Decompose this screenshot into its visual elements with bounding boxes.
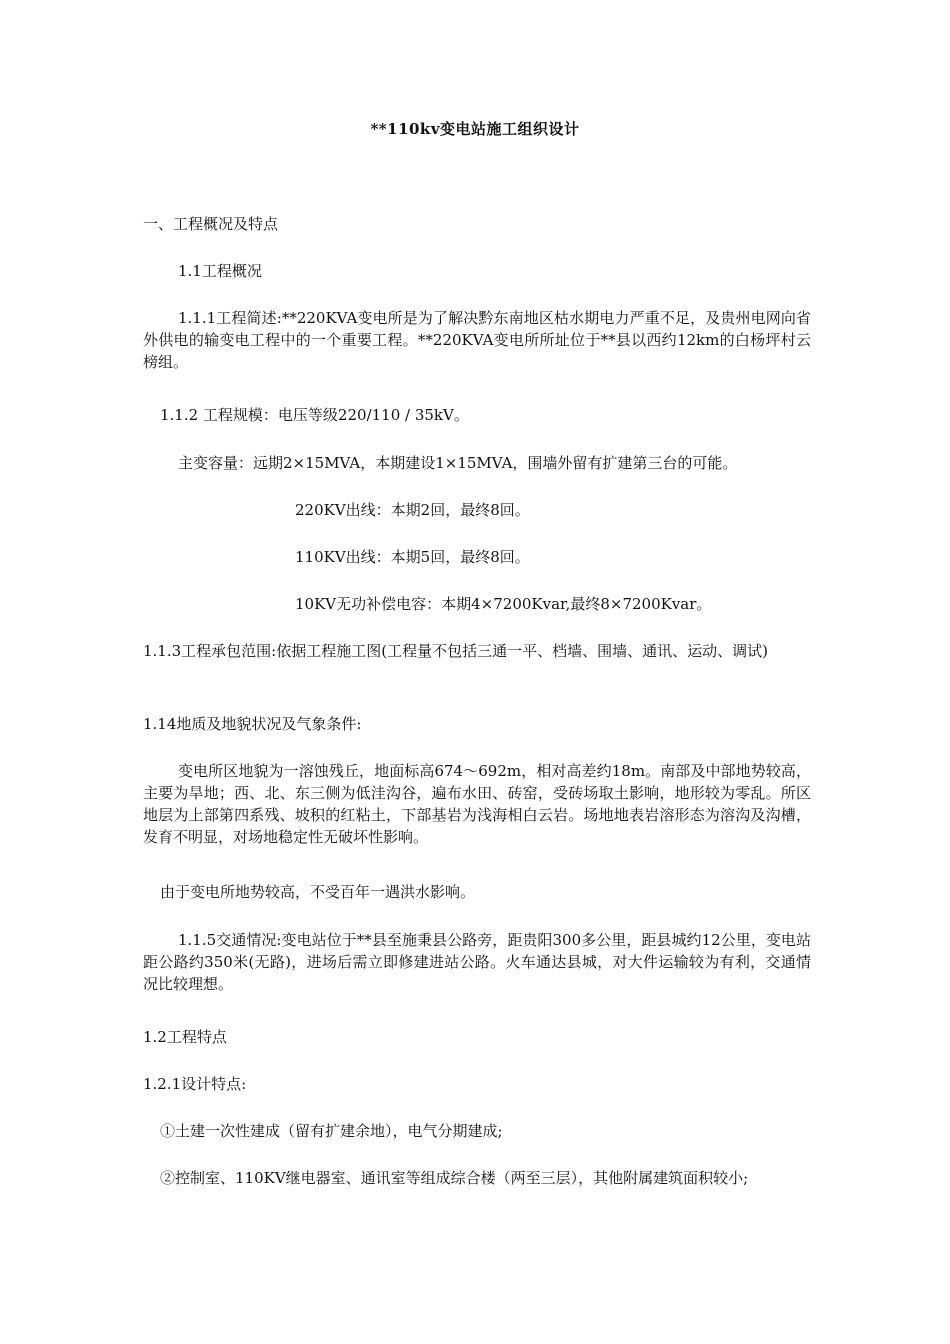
- section-heading-1: 一、工程概况及特点: [143, 215, 279, 233]
- subsection-heading-1-2: 1.2工程特点: [143, 1028, 227, 1046]
- paragraph-220kv-lines: 220KV出线：本期2回，最终8回。: [295, 501, 530, 519]
- document-title: **110kv变电站施工组织设计: [370, 120, 580, 138]
- paragraph-flood: 由于变电所地势较高，不受百年一遇洪水影响。: [160, 883, 476, 901]
- paragraph-1-2-1: 1.2.1设计特点:: [143, 1075, 247, 1093]
- paragraph-1-1-1: 1.1.1工程简述:**220KVA变电所是为了解决黔东南地区枯水期电力严重不足，及贵州电网向省外供电的输变电工程中的一个重要工程。**220KVA变电所所址位于**县以西约12km的白杨坪村云榜组。: [143, 309, 811, 371]
- paragraph-feature-1: ①土建一次性建成（留有扩建余地），电气分期建成;: [160, 1122, 503, 1140]
- paragraph-10kv-capacitor: 10KV无功补偿电容：本期4×7200Kvar,最终8×7200Kvar。: [295, 595, 712, 613]
- paragraph-1-1-3: 1.1.3工程承包范围:依据工程施工图(工程量不包括三通一平、档墙、围墙、通讯、运动、调试): [143, 642, 768, 660]
- paragraph-1-1-5: 1.1.5交通情况:变电站位于**县至施秉县公路旁，距贵阳300多公里，距县城约12公里，变电站距公路约350米(无路)，进场后需立即修建进站公路。火车通达县城，对大件运输较为有利，交通情况比较理想。: [143, 931, 811, 993]
- paragraph-geology: 变电所区地貌为一溶蚀残丘，地面标高674～692m，相对高差约18m。南部及中部地势较高，主要为旱地；西、北、东三侧为低洼沟谷，遍布水田、砖窑，受砖场取土影响，地形较为零乱。所区地层为上部第四系残、坡积的红粘土，下部基岩为浅海相白云岩。场地地表岩溶形态为溶沟及沟槽，发育不明显，对场地稳定性无破坏性影响。: [143, 762, 811, 846]
- paragraph-1-1-2: 1.1.2 工程规模：电压等级220/110 / 35kV。: [160, 406, 469, 424]
- paragraph-main-transformer: 主变容量：远期2×15MVA，本期建设1×15MVA，围墙外留有扩建第三台的可能。: [178, 454, 738, 472]
- paragraph-110kv-lines: 110KV出线：本期5回，最终8回。: [295, 548, 530, 566]
- subsection-heading-1-1: 1.1工程概况: [178, 262, 262, 280]
- paragraph-feature-2: ②控制室、110KV继电器室、通讯室等组成综合楼（两至三层），其他附属建筑面积较小;: [160, 1169, 749, 1187]
- paragraph-1-1-4: 1.14地质及地貌状况及气象条件:: [143, 715, 362, 733]
